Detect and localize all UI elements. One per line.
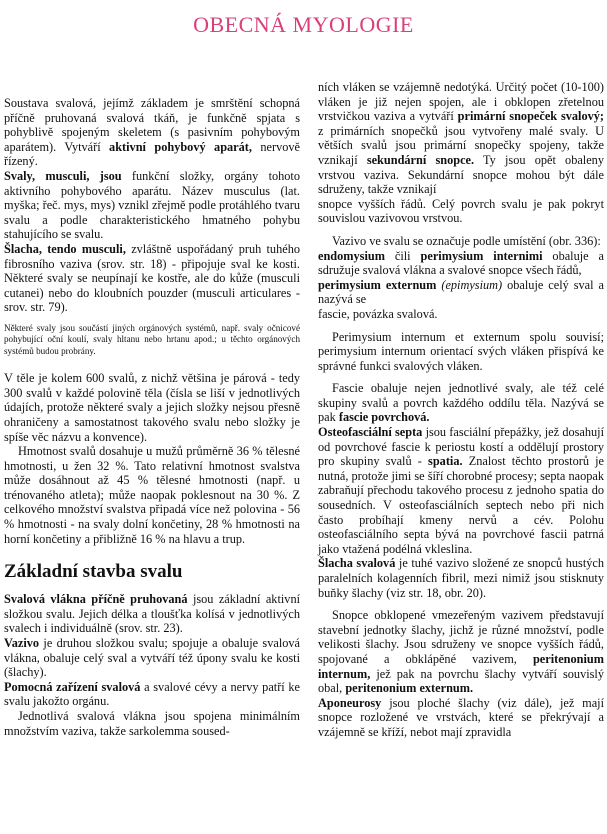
septa-paragraph [318,425,604,556]
endomysium-mid: čili [384,248,421,263]
tendon-paragraph [318,556,604,600]
perimysium-externum-term: perimysium externum [318,277,437,292]
aponeurosis-paragraph [318,696,604,740]
primary-bundle-text: z primárních snopečků jsou vytvořeny malé svaly. U větších svalů jsou primární snopečky spojeny, takže vznikají [318,123,604,167]
perimysium-externum-paragraph [318,278,604,307]
perimysium-paragraph: Perimysium internum et externum spolu souvisí; perimysium internum orientací svých vláken přispívá ke správné funkci svalových vláken. [318,329,604,373]
auxiliary-text: a svalové cévy a nervy patří ke svalu jakožto orgánu. [4,679,300,709]
tendon-bundles-paragraph [318,608,604,696]
section-heading: Základní stavba svalu [4,561,183,583]
page-title: OBECNÁ MYOLOGIE [193,12,414,37]
fibers-term: Svalová vlákna příčně pruhovaná [4,592,188,607]
spatia-term: spatia. [428,454,463,469]
note-paragraph: Některé svaly jsou součástí jiných orgánových systémů, např. svaly očnicové pohybující oční koulí, svaly hltanu nebo hrtanu apod.; u těchto orgánových systémů budou probrány. [4,322,300,356]
svaly-term: Svaly, musculi, jsou [4,168,122,183]
slacha-text: zvláštně uspořádaný pruh tuhého fibrosního vaziva (srov. str. 18) - připojuje sval ke kosti. Některé svaly se neupínají ke kostře, ale do kůže (musculi cutanei) nebo do kloubních pouzder (musculi articulares - srov. str. 79). [4,241,300,315]
secondary-bundle-term: sekundární snopce. [366,152,475,167]
aponeurosis-term: Aponeurosy [318,695,382,710]
connective-term: Vazivo [4,636,40,651]
septa-text: jsou fasciální přepážky, jež dosahují od povrchové fascie k periostu kostí a oddělují prostory pro skupiny svalů - [318,425,604,469]
septa-term: Osteofasciální septa [318,425,423,440]
connective-paragraph [4,636,300,680]
svaly-paragraph [4,169,300,242]
connective-location-paragraph: Vazivo ve svalu se označuje podle umístění (obr. 336): [332,233,601,248]
perimysium-internum-term: perimysium internimi [420,248,543,263]
intro-text: Soustava svalová, jejímž základem je smrštění schopná příčně pruhovaná svalová tkáň, je funkčně spjata s pohyblivě spojeným skeletem (s pasivním pohybovým aparátem). Vytváří [4,96,300,154]
connective-text: je druhou složkou svalu; spojuje a obaluje svalová vlákna, obaluje celý sval a vytváří též úpony svalu ke kosti (šlachy). [4,636,300,680]
perimysium-externum-text: obaluje celý sval a nazývá se [318,277,604,307]
aponeurosis-text: jsou ploché šlachy (viz dále), jež mají snopce rozložené ve vrstvách, které se překrývají a vzájemně se kříží, nebot mají zpravidla [318,695,604,739]
bundle-paragraph [318,80,604,197]
right-column [318,80,604,740]
tendon-text: je tuhé vazivo složené ze snopců hustých paralelních kolagenních fibril, mezi nimiž jsou stisknuty buňky šlachy (viz str. 18, obr. 20). [318,556,604,600]
svaly-text: funkční složky, orgány tohoto aktivního pohybového aparátu. Název musculus (lat. myška; řeč. mys, mys) vznikl zřejmě podle protáhlého tvaru svalu a podle charakteristického hmatného pohybu stahujícího se svalu. [4,168,300,242]
endomysium-term: endomysium [318,248,385,263]
fibers-paragraph [4,592,300,636]
tendon-bundles-text: Snopce obklopené vmezeřeným vazivem představují stavební jednotky šlachy, jichž je různé množství, podle velikosti šlachy. Jsou sdruženy ve snopce vyšších řádů, spojované a obklápěné vazivem, [318,608,604,666]
secondary-bundle-text: Ty jsou opět obaleny vrstvou vaziva. Sekundární snopce mohou být dále sdruženy, takže vznikají [318,152,604,197]
septa-text-2: Znalost těchto prostorů je nutná, protože jimi se šíří chorobné procesy; septa naopak zabraňují přechodu takového procesu z jednoho spatia do sousedních. V osteofasciálních septech nebo při nich často probíhají kmeny nervů a cév. Polohu osteofasciálního septa bývá na povrchové fascii patrná jako vtažená podélná vkleslina. [318,454,605,556]
endomysium-paragraph [318,249,604,278]
mass-paragraph: Hmotnost svalů dosahuje u mužů průměrně 36 % tělesné hmotnosti, u žen 32 %. Tato relativní hmotnost svalstva může dosáhnout až 45 % tělesné hmotnosti (např. u trénovaného atleta); může naopak poklesnout na 30 %. Z celkového množství svalstva připadá více než polovina - 56 % hmotnosti - na svaly dolní končetiny, 28 % hmotnosti na horní končetiny a přibližně 16 % na hlavu a trup. [4,444,300,546]
tendon-bundles-text-2: jež pak na povrchu šlachy vytváří souvislý obal, [318,666,604,696]
tendon-term: Šlacha svalová [318,556,396,571]
slacha-term: Šlacha, tendo musculi, [4,241,126,256]
primary-bundle-term: primární snopeček svalový; [457,109,604,124]
apparatus-tail: nervově řízený. [4,139,300,169]
epimysium-term: (epimysium) [436,277,503,292]
fascia-line: fascie, povázka svalová. [318,306,438,321]
endomysium-text: obaluje a sdružuje svalová vlákna a svalové snopce všech řádů, [318,248,605,278]
individual-fibers-paragraph: Jednotlivá svalová vlákna jsou spojena minimálním množstvím vaziva, takže sarkolemma soused- [4,709,300,738]
slacha-paragraph [4,242,300,315]
bundle-text: ních vláken se vzájemně nedotýká. Určitý počet (10-100) vláken je již nejen spojen, ale i obklopen zřetelnou vrstvičkou vaziva a vytváří [318,80,604,124]
peritenonium-externum-term: peritenonium externum. [345,681,474,696]
left-column [4,96,300,738]
auxiliary-term: Pomocná zařízení svalová [4,679,141,694]
apparatus-term: aktivní pohybový aparát, [109,139,252,154]
fascia-paragraph [318,381,604,425]
auxiliary-paragraph [4,680,300,709]
peritenonium-internum-term: peritenonium internum, [318,651,604,681]
superficial-fascia-term: fascie povrchová. [338,410,430,425]
intro-paragraph [4,96,300,169]
higher-bundles-paragraph: snopce vyšších řádů. Celý povrch svalu je pak pokryt souvislou vazivovou vrstvou. [318,196,604,226]
fibers-text: jsou základní aktivní složkou svalu. Jejich délka a tloušťka kolísá v jednotlivých svalech i individuálně (srov. str. 23). [4,592,301,636]
fascia-text: Fascie obaluje nejen jednotlivé svaly, ale též celé skupiny svalů a povrch každého oddílu těla. Nazývá se pak [318,381,604,425]
count-paragraph: V těle je kolem 600 svalů, z nichž většina je párová - tedy 300 svalů v každé polovině těla (čísla se liší v jednotlivých údajích, protože některé svaly a jejich složky nejsou přesně ohraničeny a samostatnost takového svalu nebo složky je spíše věc názvu a konvence). [4,371,300,444]
